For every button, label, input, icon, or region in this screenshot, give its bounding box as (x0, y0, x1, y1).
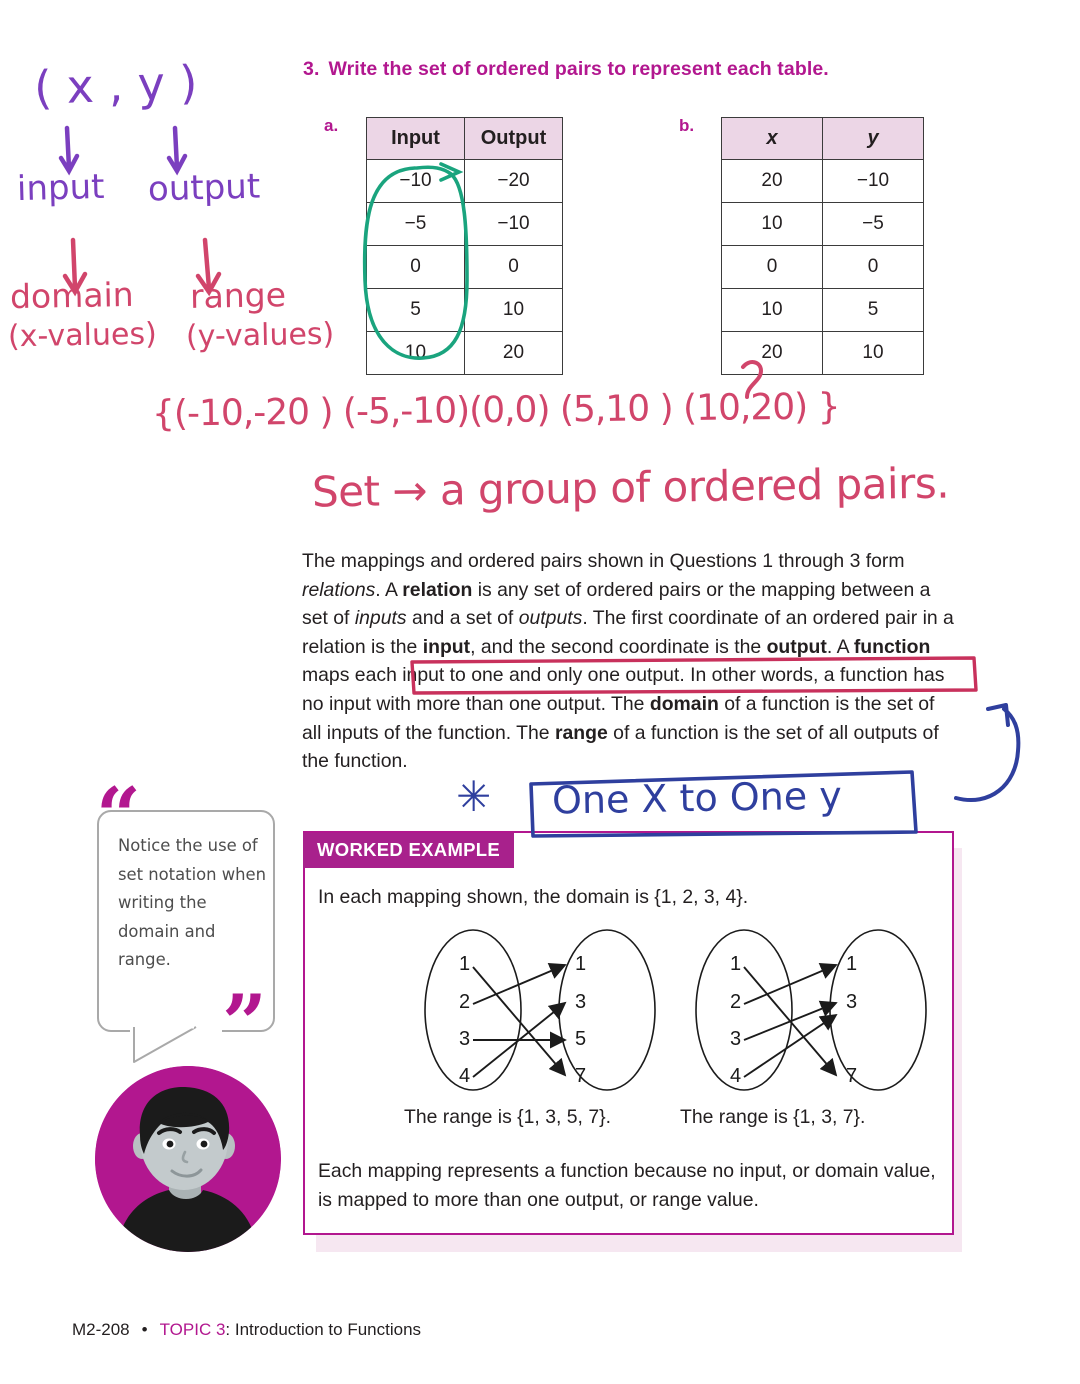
footer-separator: • (141, 1320, 148, 1339)
page-footer (72, 1320, 421, 1340)
italic-outputs: outputs (518, 607, 583, 630)
cell-y: 10 (823, 332, 924, 375)
handwritten-domain-sub: (x-values) (7, 316, 158, 355)
question-number: 3. (303, 58, 320, 80)
table-a (366, 117, 563, 375)
svg-text:2: 2 (459, 991, 471, 1013)
svg-text:2: 2 (730, 991, 742, 1013)
text-run: and a set of (406, 607, 519, 630)
avatar (95, 1066, 281, 1252)
handwritten-input: input (16, 166, 105, 210)
speech-bubble-text: Notice the use of set notation when writing the domain and range. (118, 836, 267, 969)
table-row (722, 246, 924, 289)
bold-input: input (422, 635, 471, 658)
avatar-illustration-icon (95, 1066, 281, 1252)
worked-example-intro: In each mapping shown, the domain is {1, 2, 3, 4}. (318, 886, 749, 908)
handwritten-domain: domain (9, 274, 134, 317)
bold-function: function (853, 635, 931, 658)
bold-domain: domain (649, 692, 719, 715)
table-row (722, 289, 924, 332)
svg-text:1: 1 (575, 953, 587, 975)
table-row (367, 289, 563, 332)
cell-output: 10 (465, 289, 563, 332)
handwritten-one-x-one-y: One X to One y (551, 773, 843, 823)
cell-y: 0 (823, 246, 924, 289)
table-b (721, 117, 924, 375)
question-prompt: Write the set of ordered pairs to represent each table. (328, 58, 829, 80)
column-header-output: Output (465, 118, 563, 160)
table-row (367, 203, 563, 246)
handwritten-ordered-pair: ( x , y ) (33, 55, 199, 115)
body-paragraph (302, 547, 954, 776)
text-run: the (734, 635, 767, 658)
text-run: . A (375, 578, 403, 601)
text-run: The mappings and ordered pairs shown in Questions 1 through 3 (302, 550, 861, 572)
cell-y: −10 (823, 160, 924, 203)
cell-input: 0 (367, 246, 465, 289)
table-row (722, 203, 924, 246)
table-row (367, 118, 563, 160)
cell-y: −5 (823, 203, 924, 246)
svg-text:1: 1 (730, 953, 742, 975)
quote-close-icon: ” (222, 978, 267, 1069)
svg-text:7: 7 (575, 1065, 587, 1087)
bold-relation: relation (402, 578, 473, 601)
svg-text:3: 3 (575, 991, 587, 1013)
handwritten-star-icon: ✳ (456, 772, 492, 821)
italic-inputs: inputs (354, 607, 407, 630)
text-run: . The first coordinate of (582, 607, 781, 630)
text-run: . A (826, 635, 854, 658)
text-run: of a function is the set of all inputs of the function. The (302, 692, 935, 744)
handwritten-output: output (147, 166, 261, 210)
handwritten-blue-box (528, 768, 920, 840)
cell-x: 10 (722, 289, 823, 332)
worked-example-conclusion: Each mapping represents a function because no input, or domain value, is mapped to more than one output, or range value. (318, 1160, 936, 1211)
cell-x: 20 (722, 332, 823, 375)
cell-x: 20 (722, 160, 823, 203)
text-run: of a function is the set of all outputs of the function. (302, 721, 939, 773)
cell-input: 5 (367, 289, 465, 332)
cell-x: 0 (722, 246, 823, 289)
worked-example-banner: WORKED EXAMPLE (303, 833, 514, 868)
bold-range: range (554, 721, 608, 744)
table-row (722, 160, 924, 203)
cell-output: 0 (465, 246, 563, 289)
table-row (367, 160, 563, 203)
handwritten-set-definition: Set → a group of ordered pairs. (311, 458, 950, 517)
table-b-label: b. (679, 116, 695, 135)
svg-text:1: 1 (459, 953, 471, 975)
svg-text:3: 3 (730, 1028, 742, 1050)
text-run: In other words, a function has no input with more than one output. (302, 664, 945, 715)
table-a-label: a. (324, 116, 339, 135)
table-row (722, 332, 924, 375)
cell-x: 10 (722, 203, 823, 246)
bold-output: output (766, 635, 827, 658)
mapping-diagram-2 (686, 925, 936, 1095)
cell-output: 20 (465, 332, 563, 375)
text-run: , and the second coordinate is (470, 635, 729, 658)
text-run: is any set of ordered pairs or the mapping (472, 578, 836, 601)
cell-input: 10 (367, 332, 465, 375)
text-run: an ordered pair in a relation is the (302, 607, 954, 658)
question-3-heading (303, 58, 829, 81)
column-header-input: Input (367, 118, 465, 160)
column-header-x: x (722, 118, 823, 160)
table-row (367, 246, 563, 289)
cell-input: −5 (367, 203, 465, 246)
cell-y: 5 (823, 289, 924, 332)
text-run: form (865, 550, 905, 572)
column-header-y: y (823, 118, 924, 160)
italic-relations: relations (302, 578, 376, 601)
svg-text:3: 3 (459, 1028, 471, 1050)
quote-open-icon: “ (96, 771, 141, 862)
mapping-diagram-1 (415, 925, 665, 1095)
handwritten-range-sub: (y-values) (185, 316, 335, 355)
cell-output: −20 (465, 160, 563, 203)
range-caption-2: The range is {1, 3, 7}. (680, 1106, 866, 1128)
footer-topic-label: TOPIC 3 (159, 1320, 226, 1339)
footer-page-number: M2-208 (72, 1320, 130, 1339)
footer-topic-name: : Introduction to Functions (225, 1320, 422, 1339)
range-caption-1: The range is {1, 3, 5, 7}. (404, 1106, 611, 1128)
svg-text:7: 7 (846, 1065, 858, 1087)
table-row (367, 332, 563, 375)
text-run: The (611, 692, 650, 715)
svg-text:4: 4 (459, 1065, 471, 1087)
table-row (722, 118, 924, 160)
handwritten-range: range (189, 275, 287, 316)
text-run: between a set of (302, 578, 931, 630)
cell-input: −10 (367, 160, 465, 203)
handwritten-set-answer: {(-10,-20 ) (-5,-10)(0,0) (5,10 ) (10,20) } (151, 386, 840, 435)
svg-text:4: 4 (730, 1065, 742, 1087)
svg-text:5: 5 (575, 1028, 587, 1050)
text-run: maps each input to one and only one output. (302, 664, 685, 687)
cell-output: −10 (465, 203, 563, 246)
handwriting-arrows-svg (25, 100, 305, 390)
svg-text:1: 1 (846, 953, 858, 975)
svg-text:3: 3 (846, 991, 858, 1013)
